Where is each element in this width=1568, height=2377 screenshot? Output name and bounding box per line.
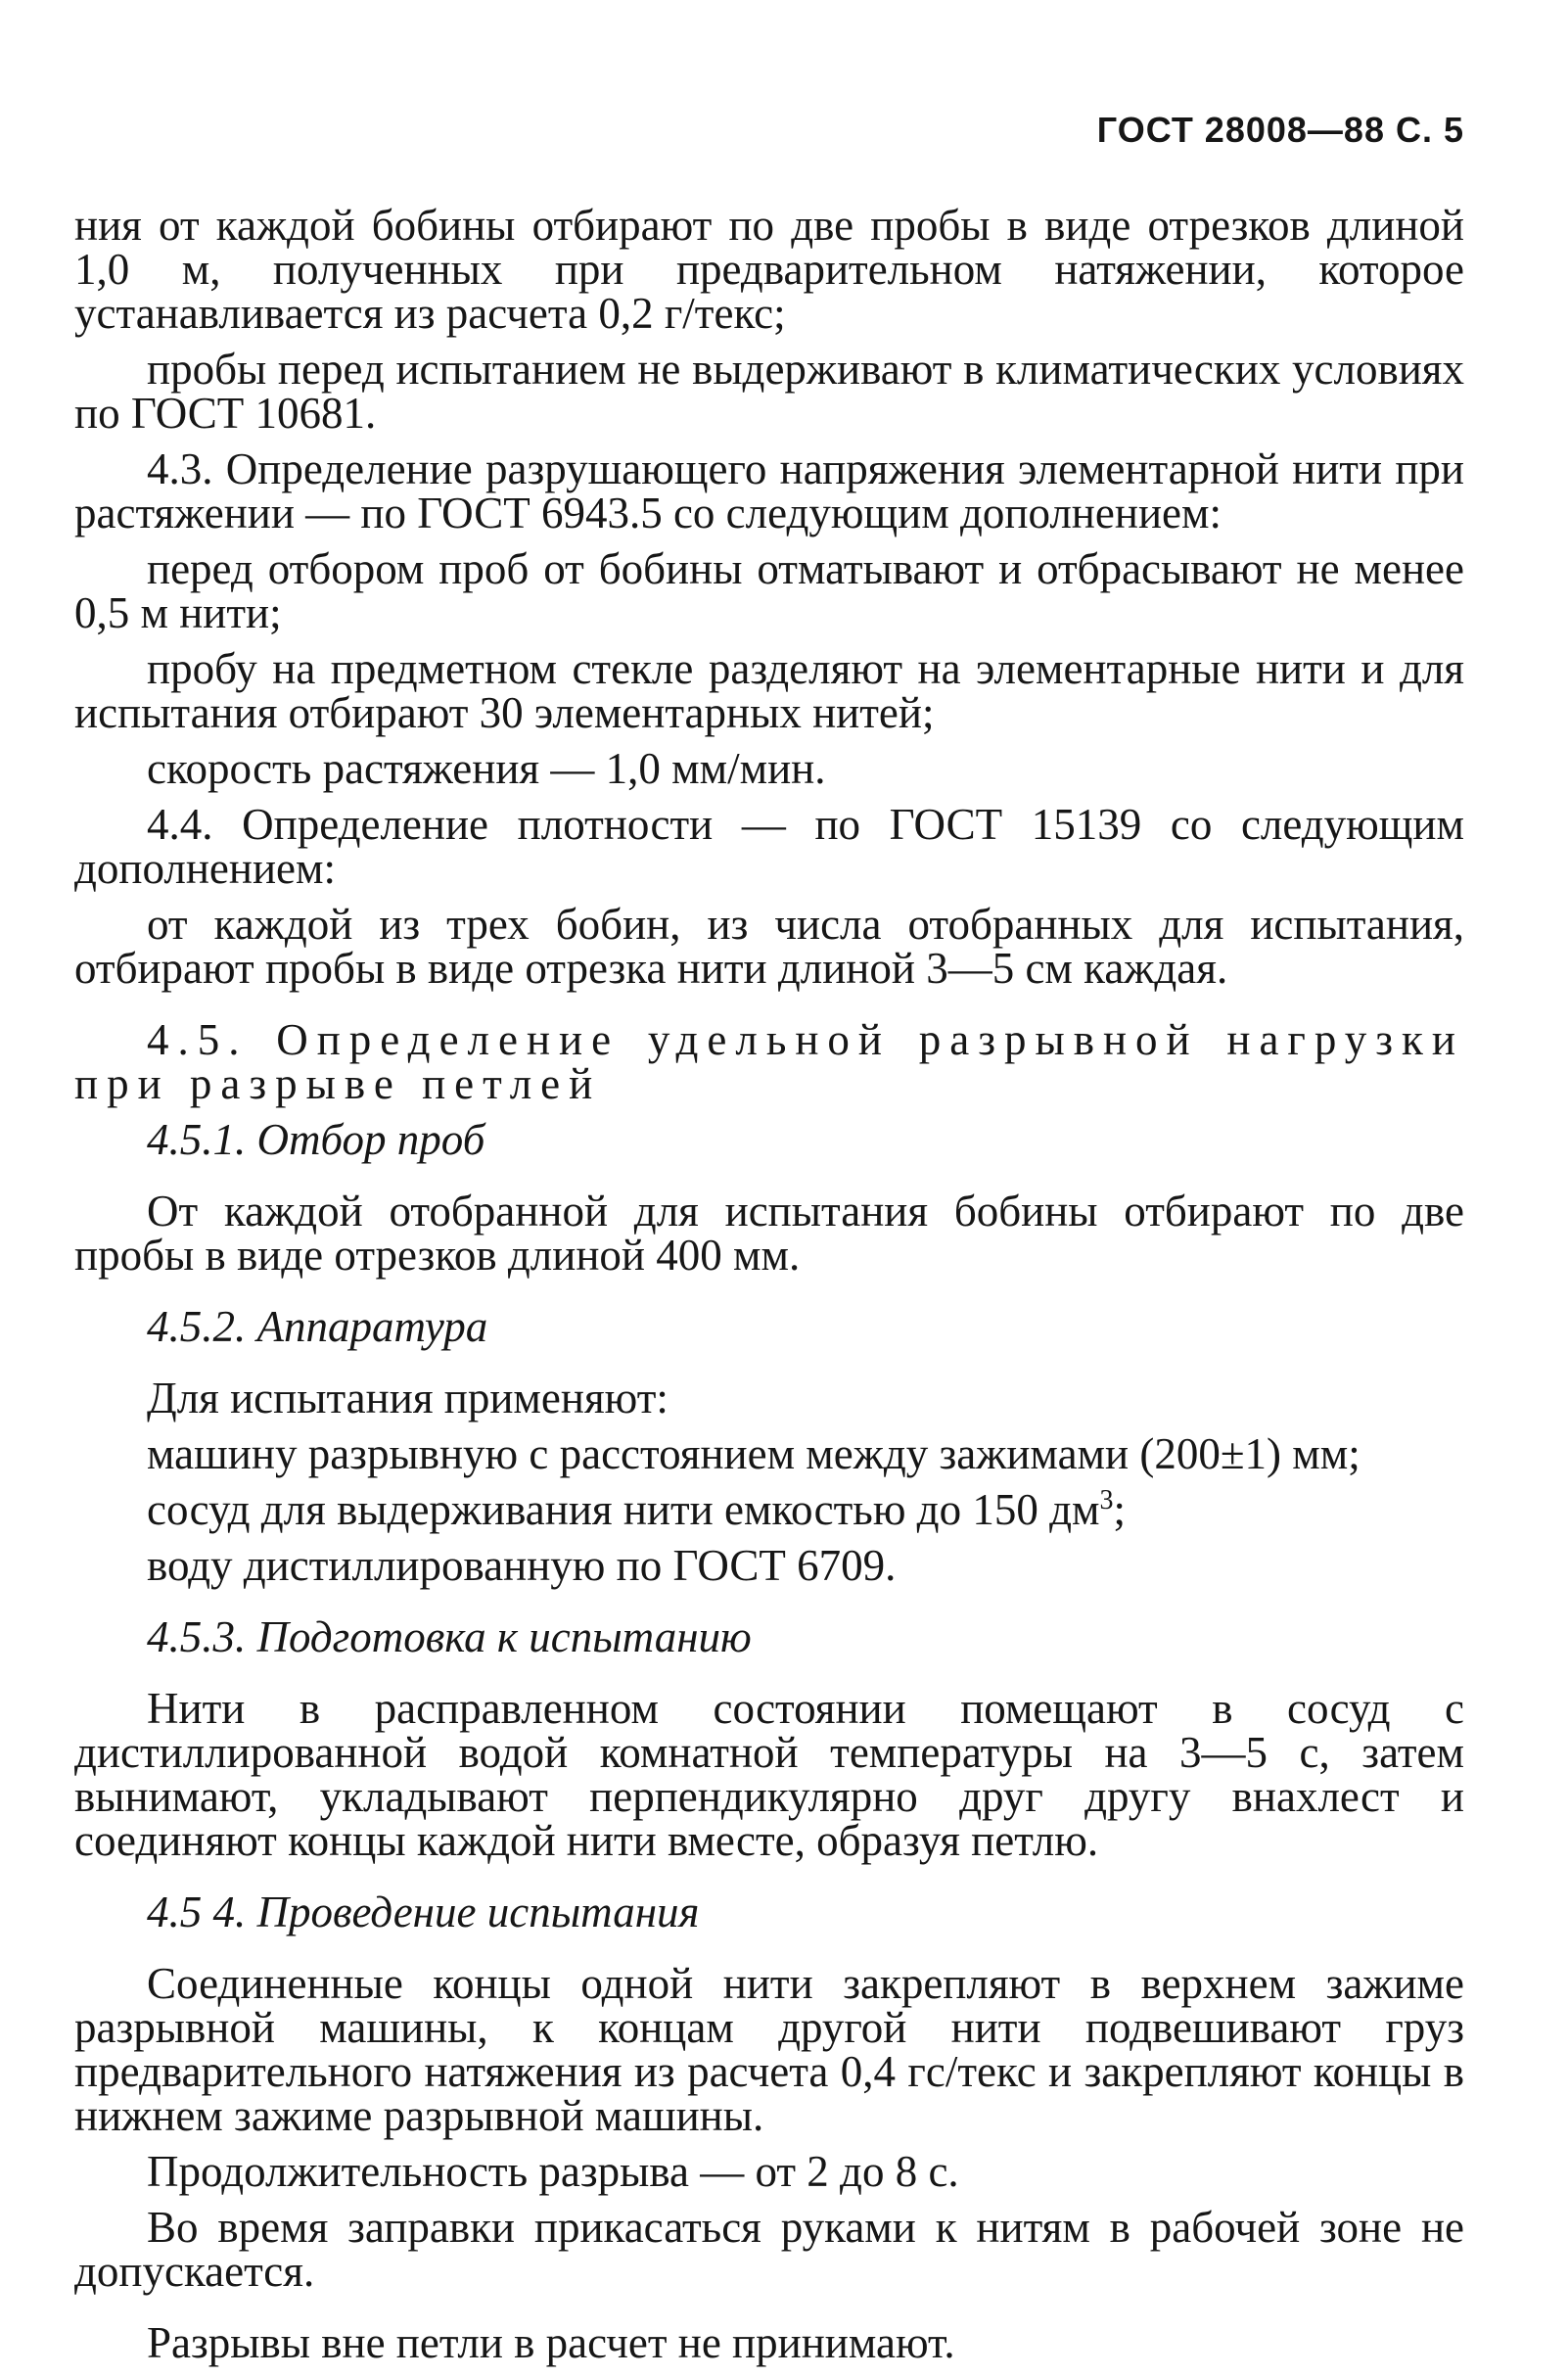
- paragraph-4-5-1: От каждой отобранной для испытания бобины отбирают по две пробы в виде отрезков длиной 400 мм.: [74, 1187, 1464, 1280]
- section-4-4: 4.4. Определение плотности — по ГОСТ 15139 со следующим дополнением:: [74, 800, 1464, 893]
- cubic-superscript: 3: [1099, 1485, 1114, 1515]
- page-header: ГОСТ 28008—88 С. 5: [1096, 110, 1464, 150]
- paragraph-4-5-2-c: [74, 1485, 1464, 1534]
- paragraph-4-5-3: Нити в расправленном состоянии помещают в сосуд с дистиллированной водой комнатной температуры на 3—5 с, затем вынимают, укладывают перпендикулярно друг другу внахлест и соединяют концы каждой нити вместе, образуя петлю.: [74, 1684, 1464, 1865]
- document-body: [74, 201, 1464, 2377]
- paragraph-conditions: пробы перед испытанием не выдерживают в климатических условиях по ГОСТ 10681.: [74, 345, 1464, 438]
- section-4-5-3-heading: 4.5.3. Подготовка к испытанию: [147, 1612, 752, 1661]
- vessel-text-end: ;: [1113, 1485, 1126, 1534]
- section-4-5-heading: 4.5. Определение удельной разрывной нагрузки при разрыве петлей: [74, 1015, 1464, 1108]
- paragraph-4-5-2-d: воду дистиллированную по ГОСТ 6709.: [147, 1541, 897, 1590]
- paragraph-4-3-a: перед отбором проб от бобины отматывают и отбрасывают не менее 0,5 м нити;: [74, 544, 1464, 637]
- paragraph-4-5-2-a: Для испытания применяют:: [147, 1374, 669, 1422]
- paragraph-4-3-b: пробу на предметном стекле разделяют на элементарные нити и для испытания отбирают 30 элементарных нитей;: [74, 644, 1464, 737]
- paragraph-4-5-4-a: Соединенные концы одной нити закрепляют в верхнем зажиме разрывной машины, к концам другой нити подвешивают груз предварительного натяжения из расчета 0,4 гс/текс и закрепляют концы в нижнем зажиме разрывной машины.: [74, 1959, 1464, 2140]
- paragraph-4-3-c: скорость растяжения — 1,0 мм/мин.: [147, 744, 826, 793]
- paragraph-4-5-4-c: Во время заправки прикасаться руками к нитям в рабочей зоне не допускается.: [74, 2203, 1464, 2296]
- paragraph-4-5-4-d: Разрывы вне петли в расчет не принимают.: [147, 2318, 955, 2367]
- paragraph-4-5-4-b: Продолжительность разрыва — от 2 до 8 с.: [147, 2147, 959, 2196]
- paragraph-continuation: ния от каждой бобины отбирают по две пробы в виде отрезков длиной 1,0 м, полученных при предварительном натяжении, которое устанавливается из расчета 0,2 г/текс;: [74, 201, 1464, 338]
- document-page: [74, 0, 1464, 2367]
- vessel-text: сосуд для выдерживания нити емкостью до 150 дм: [147, 1485, 1100, 1534]
- section-4-5-4-heading: 4.5 4. Проведение испытания: [147, 1888, 700, 1936]
- paragraph-4-5-2-b: машину разрывную с расстоянием между зажимами (200±1) мм;: [147, 1429, 1360, 1478]
- paragraph-4-4-a: от каждой из трех бобин, из числа отобранных для испытания, отбирают пробы в виде отрезка нити длиной 3—5 см каждая.: [74, 900, 1464, 993]
- section-4-5-1-heading: 4.5.1. Отбор проб: [147, 1115, 485, 1164]
- section-4-5-2-heading: 4.5.2. Аппаратура: [147, 1302, 488, 1351]
- section-4-3: 4.3. Определение разрушающего напряжения элементарной нити при растяжении — по ГОСТ 6943.5 со следующим дополнением:: [74, 444, 1464, 537]
